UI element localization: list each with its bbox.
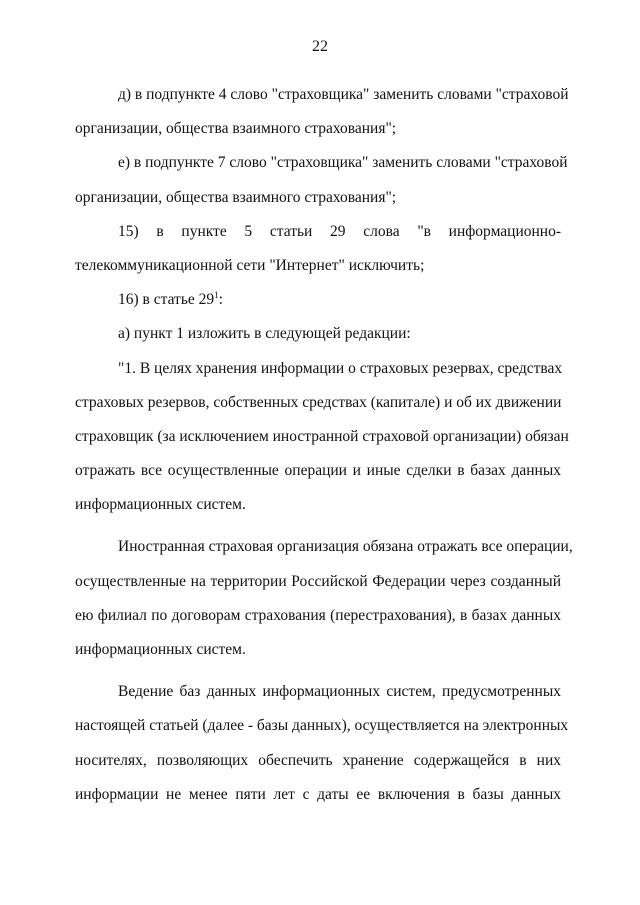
text-line: настоящей статьей (далее - базы данных), осуществляется на электронных: [75, 717, 569, 735]
text-line: ею филиал по договорам страхования (перестрахования), в базах данных: [75, 606, 561, 624]
text-line: отражать все осуществленные операции и иные сделки в базах данных: [75, 462, 561, 480]
text-line: 15) в пункте 5 статьи 29 слова "в информационно-: [118, 222, 561, 240]
text-line: осуществленные на территории Российской Федерации через созданный: [75, 572, 561, 590]
text-line: Иностранная страховая организация обязана отражать все операции,: [118, 538, 573, 556]
text-line: е) в подпункте 7 слово "страховщика" заменить словами "страховой: [118, 154, 568, 172]
text-line: "1. В целях хранения информации о страховых резервах, средствах: [118, 359, 563, 377]
text-line-article-ref: [75, 283, 561, 317]
text-line: страховщик (за исключением иностранной страховой организации) обязан: [75, 427, 569, 445]
text-line: страховых резервов, собственных средствах (капитале) и об их движении: [75, 393, 562, 411]
text-line: информации не менее пяти лет с даты ее включения в базы данных: [75, 785, 561, 803]
text-line: информационных систем.: [75, 641, 246, 658]
text-line: организации, общества взаимного страхования";: [75, 188, 397, 206]
text-line: а) пункт 1 изложить в следующей редакции:: [118, 325, 411, 343]
page-number: 22: [312, 38, 328, 55]
text-line: информационных систем.: [75, 496, 246, 514]
article-superscript: 1: [214, 289, 219, 300]
article-ref-colon: :: [218, 291, 223, 309]
text-line: носителях, позволяющих обеспечить хранение содержащейся в них: [75, 751, 561, 769]
text-line: телекоммуникационной сети "Интернет" исключить;: [75, 256, 425, 274]
text-line: организации, общества взаимного страхования";: [75, 120, 397, 138]
text-line: д) в подпункте 4 слово "страховщика" заменить словами "страховой: [118, 86, 569, 103]
document-body: [75, 78, 573, 812]
article-ref-text: 16) в статье 29: [118, 291, 215, 309]
text-line: Ведение баз данных информационных систем, предусмотренных: [118, 683, 561, 701]
